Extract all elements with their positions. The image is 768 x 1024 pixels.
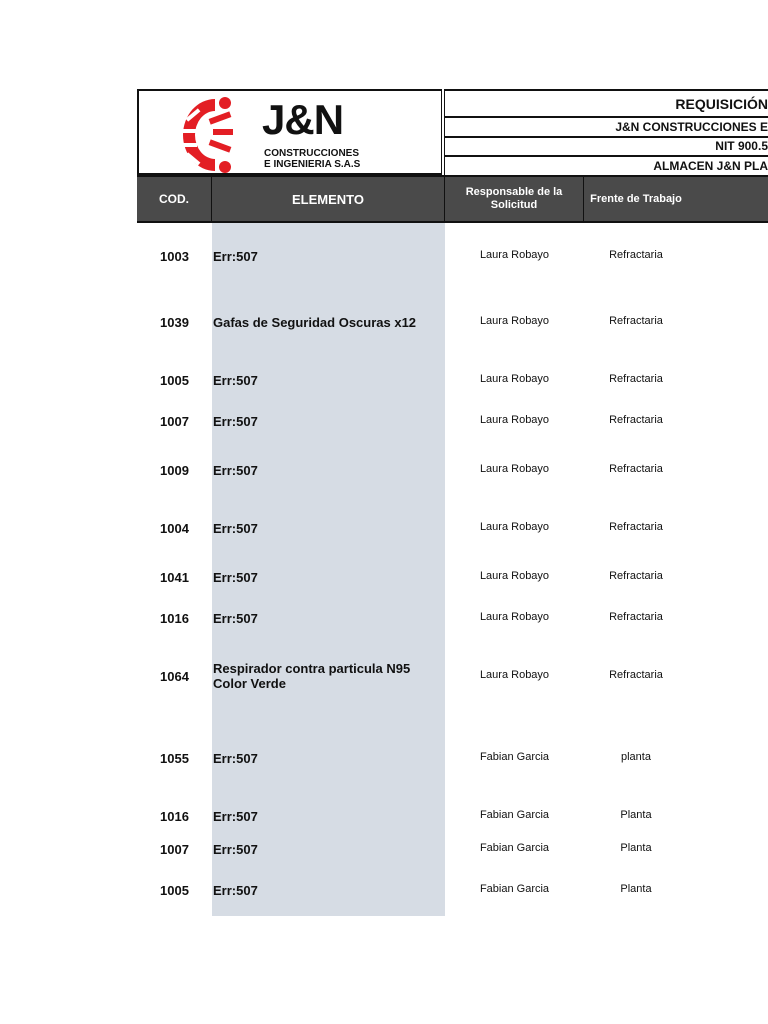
- column-header-responsable: Responsable de la Solicitud: [445, 177, 584, 221]
- cell-frente: Refractaria: [609, 373, 663, 385]
- cell-cod: 1064: [160, 669, 189, 684]
- cell-frente: Refractaria: [609, 611, 663, 623]
- cell-elemento: Err:507: [213, 842, 258, 857]
- cell-frente: Refractaria: [609, 315, 663, 327]
- logo-subtitle-line1: CONSTRUCCIONES: [264, 148, 360, 159]
- cell-frente: Refractaria: [609, 463, 663, 475]
- column-header-elemento: ELEMENTO: [212, 177, 445, 221]
- cell-cod: 1039: [160, 315, 189, 330]
- cell-cod: 1016: [160, 809, 189, 824]
- company-nit: NIT 900.5: [444, 136, 768, 155]
- cell-elemento: Err:507: [213, 883, 258, 898]
- cell-responsable: Laura Robayo: [479, 463, 550, 475]
- cell-responsable: Fabian Garcia: [479, 751, 550, 763]
- cell-cod: 1007: [160, 842, 189, 857]
- cell-responsable: Laura Robayo: [479, 414, 550, 426]
- cell-responsable: Laura Robayo: [479, 669, 550, 681]
- cell-cod: 1007: [160, 414, 189, 429]
- cell-elemento: Err:507: [213, 809, 258, 824]
- cell-responsable: Laura Robayo: [479, 521, 550, 533]
- cell-elemento: Err:507: [213, 373, 258, 388]
- cell-frente: planta: [621, 751, 651, 763]
- cell-responsable: Laura Robayo: [479, 611, 550, 623]
- cell-responsable: Fabian Garcia: [479, 883, 550, 895]
- company-name: J&N CONSTRUCCIONES E: [444, 116, 768, 136]
- cell-cod: 1041: [160, 570, 189, 585]
- cell-cod: 1009: [160, 463, 189, 478]
- column-header-frente: Frente de Trabajo: [590, 193, 682, 205]
- cell-cod: 1055: [160, 751, 189, 766]
- cell-frente: Planta: [620, 842, 652, 854]
- cell-frente: Refractaria: [609, 249, 663, 261]
- gear-logo-icon: [179, 95, 243, 175]
- cell-responsable: Laura Robayo: [479, 315, 550, 327]
- cell-elemento: Err:507: [213, 414, 258, 429]
- cell-frente: Refractaria: [609, 521, 663, 533]
- cell-cod: 1016: [160, 611, 189, 626]
- column-header-cod: COD.: [137, 177, 212, 221]
- cell-frente: Refractaria: [609, 669, 663, 681]
- logo-subtitle-line2: E INGENIERIA S.A.S: [264, 159, 361, 170]
- cell-responsable: Fabian Garcia: [479, 842, 550, 854]
- company-logo-cell: [137, 89, 442, 175]
- cell-cod: 1004: [160, 521, 189, 536]
- cell-elemento: Err:507: [213, 463, 258, 478]
- cell-cod: 1003: [160, 249, 189, 264]
- cell-responsable: Laura Robayo: [479, 373, 550, 385]
- cell-frente: Planta: [620, 883, 652, 895]
- cell-elemento: Err:507: [213, 249, 258, 264]
- column-header-bar: [137, 175, 768, 223]
- cell-elemento: Err:507: [213, 611, 258, 626]
- cell-elemento: Respirador contra particula N95 Color Verde: [213, 661, 411, 691]
- document-header: [137, 89, 768, 177]
- warehouse-name: ALMACEN J&N PLA: [444, 155, 768, 175]
- logo-wordmark: J&N: [262, 96, 344, 143]
- document-title: REQUISICIÓN: [444, 89, 768, 116]
- cell-elemento: Gafas de Seguridad Oscuras x12: [213, 315, 417, 330]
- cell-frente: Planta: [620, 809, 652, 821]
- cell-responsable: Fabian Garcia: [479, 809, 550, 821]
- cell-responsable: Laura Robayo: [479, 249, 550, 261]
- cell-frente: Refractaria: [609, 570, 663, 582]
- cell-elemento: Err:507: [213, 521, 258, 536]
- cell-frente: Refractaria: [609, 414, 663, 426]
- cell-responsable: Laura Robayo: [479, 570, 550, 582]
- logo-subtitle: [264, 148, 360, 170]
- cell-elemento: Err:507: [213, 751, 258, 766]
- cell-cod: 1005: [160, 373, 189, 388]
- cell-elemento: Err:507: [213, 570, 258, 585]
- cell-cod: 1005: [160, 883, 189, 898]
